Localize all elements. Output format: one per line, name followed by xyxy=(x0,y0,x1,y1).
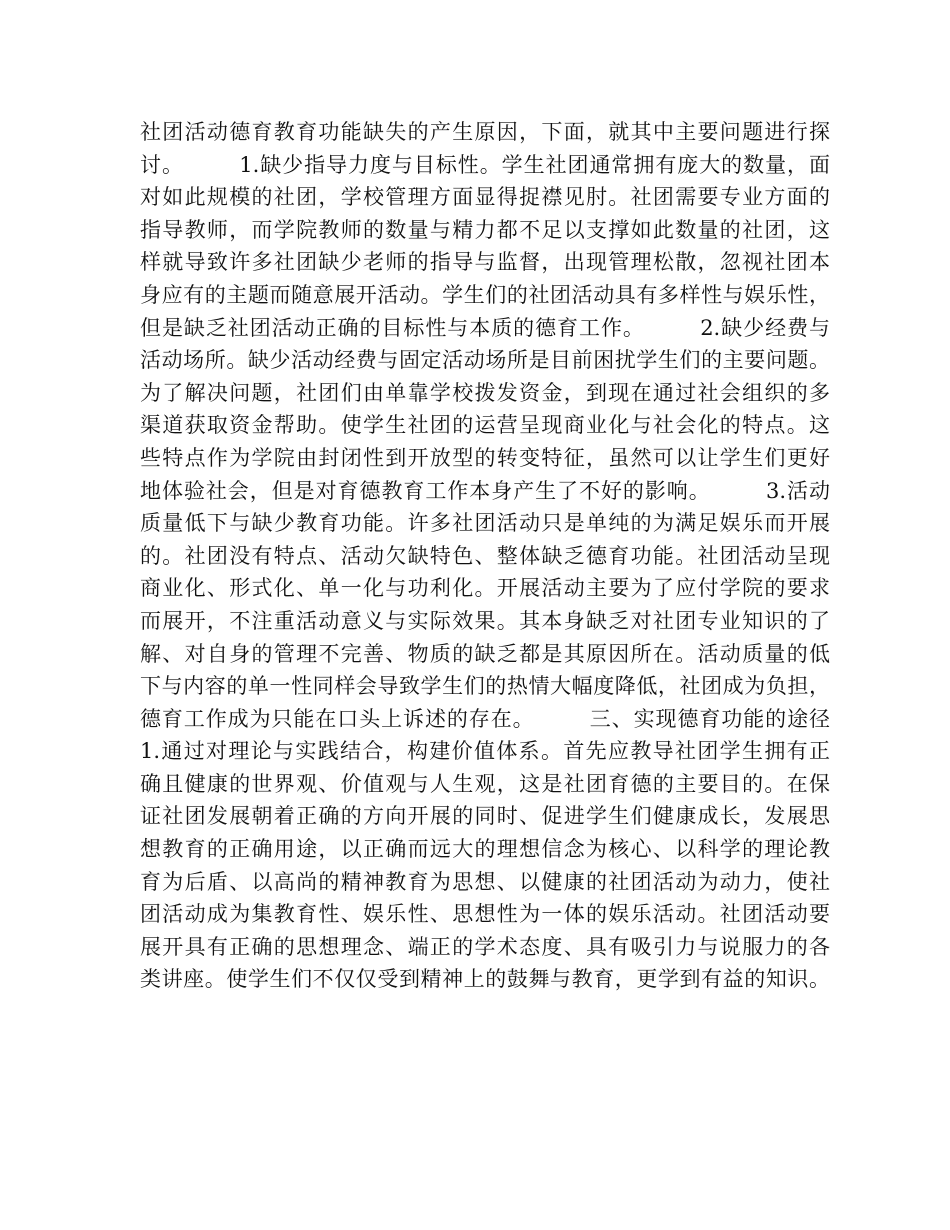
text-line: 但是缺乏社团活动正确的目标性与本质的德育工作。 2.缺少经费与 xyxy=(140,315,830,340)
text-line: 而展开，不注重活动意义与实际效果。其本身缺乏对社团专业知识的了 xyxy=(140,608,830,633)
text-line: 渠道获取资金帮助。使学生社团的运营呈现商业化与社会化的特点。这 xyxy=(140,413,830,438)
text-line: 地体验社会，但是对育德教育工作本身产生了不好的影响。 3.活动 xyxy=(140,478,830,503)
text-line: 团活动成为集教育性、娱乐性、思想性为一体的娱乐活动。社团活动要 xyxy=(140,902,830,927)
text-line: 些特点作为学院由封闭性到开放型的转变特征，虽然可以让学生们更好 xyxy=(140,445,830,470)
body-text xyxy=(140,116,830,996)
text-line: 证社团发展朝着正确的方向开展的同时、促进学生们健康成长，发展思 xyxy=(140,804,830,829)
text-line: 身应有的主题而随意展开活动。学生们的社团活动具有多样性与娱乐性， xyxy=(140,282,830,307)
text-line: 下与内容的单一性同样会导致学生们的热情大幅度降低，社团成为负担， xyxy=(140,674,830,699)
text-line: 德育工作成为只能在口头上诉述的存在。 三、实现德育功能的途径 xyxy=(140,706,830,731)
text-line: 指导教师，而学院教师的数量与精力都不足以支撑如此数量的社团，这 xyxy=(140,217,830,242)
text-line: 对如此规模的社团，学校管理方面显得捉襟见肘。社团需要专业方面的 xyxy=(140,185,830,210)
text-line: 为了解决问题，社团们由单靠学校拨发资金，到现在通过社会组织的多 xyxy=(140,380,830,405)
text-line: 活动场所。缺少活动经费与固定活动场所是目前困扰学生们的主要问题。 xyxy=(140,348,830,373)
text-line: 确且健康的世界观、价值观与人生观，这是社团育德的主要目的。在保 xyxy=(140,771,830,796)
text-line: 想教育的正确用途，以正确而远大的理想信念为核心、以科学的理论教 xyxy=(140,837,830,862)
text-line: 样就导致许多社团缺少老师的指导与监督，出现管理松散，忽视社团本 xyxy=(140,250,830,275)
text-line: 1.通过对理论与实践结合，构建价值体系。首先应教导社团学生拥有正 xyxy=(140,739,830,764)
text-line: 展开具有正确的思想理念、端正的学术态度、具有吸引力与说服力的各 xyxy=(140,934,830,959)
text-line: 质量低下与缺少教育功能。许多社团活动只是单纯的为满足娱乐而开展 xyxy=(140,511,830,536)
text-line: 育为后盾、以高尚的精神教育为思想、以健康的社团活动为动力，使社 xyxy=(140,869,830,894)
text-line: 商业化、形式化、单一化与功利化。开展活动主要为了应付学院的要求 xyxy=(140,576,830,601)
text-line: 的。社团没有特点、活动欠缺特色、整体缺乏德育功能。社团活动呈现 xyxy=(140,543,830,568)
text-line: 社团活动德育教育功能缺失的产生原因，下面，就其中主要问题进行探 xyxy=(140,120,830,144)
text-line: 讨。 1.缺少指导力度与目标性。学生社团通常拥有庞大的数量，面 xyxy=(140,152,830,177)
text-line: 类讲座。使学生们不仅仅受到精神上的鼓舞与教育，更学到有益的知识。 xyxy=(140,967,830,992)
text-line: 解、对自身的管理不完善、物质的缺乏都是其原因所在。活动质量的低 xyxy=(140,641,830,666)
